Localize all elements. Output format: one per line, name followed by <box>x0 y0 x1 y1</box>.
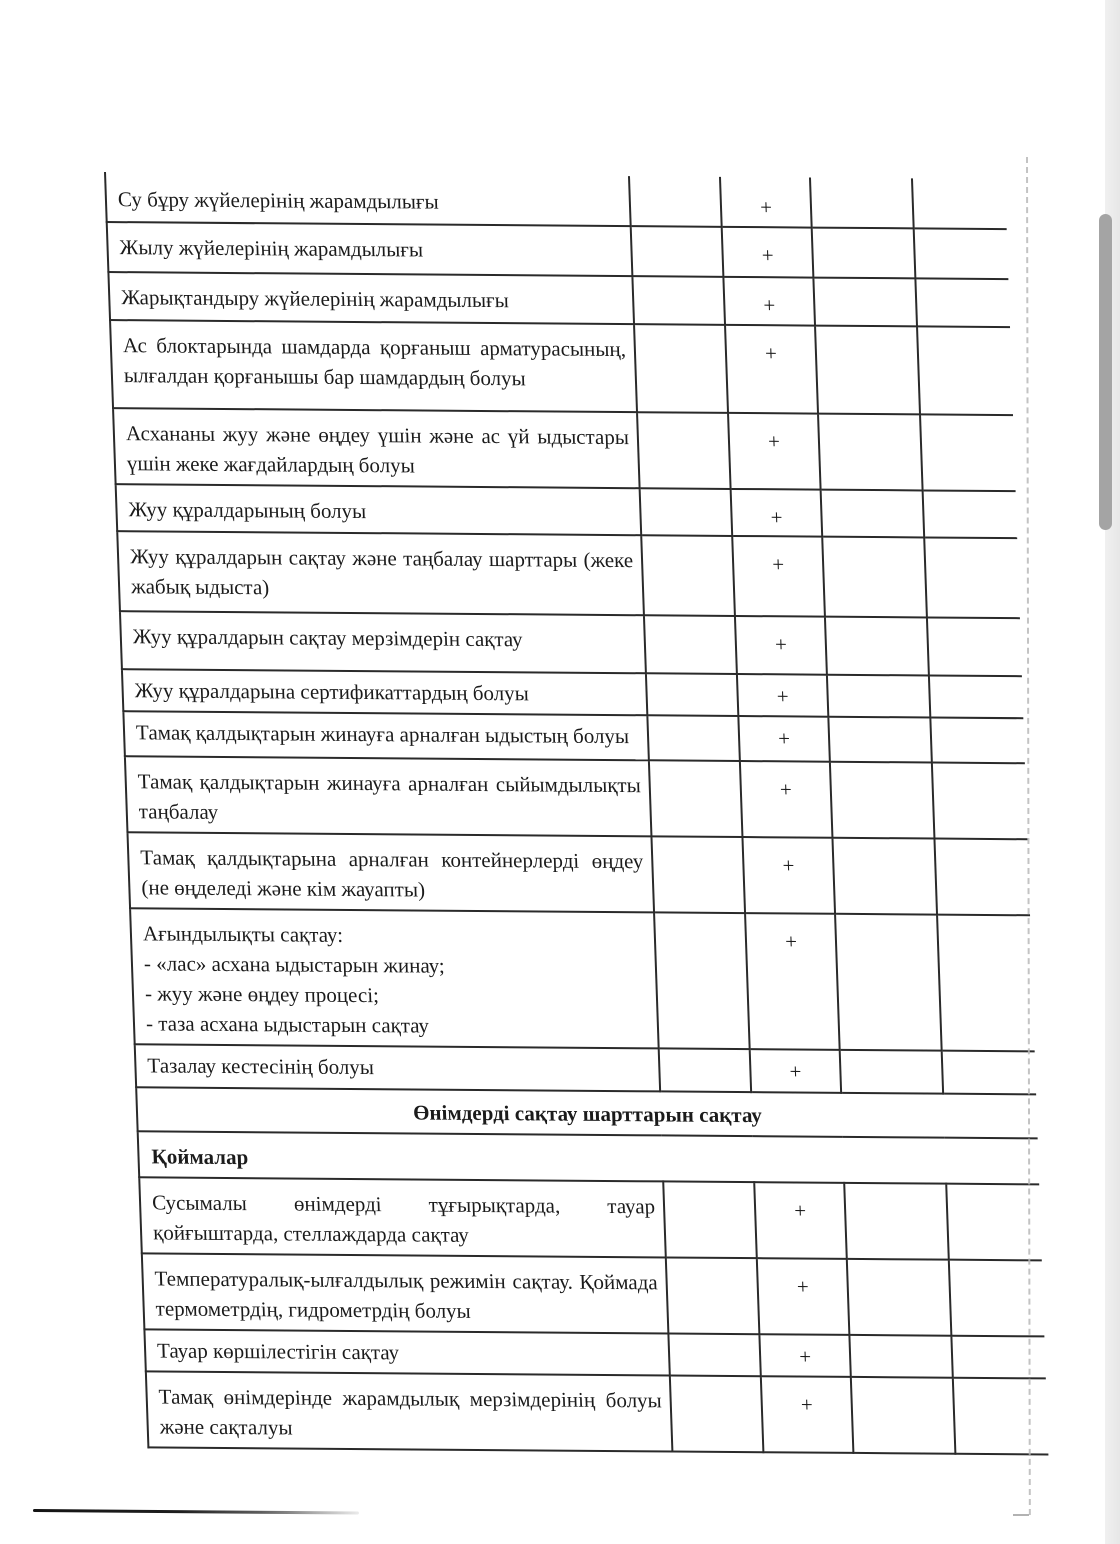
requirement-text: Жуу құралдарына сертификаттардың болуы <box>122 669 647 715</box>
empty-cell <box>830 762 935 839</box>
subsection-header: Қоймалар <box>138 1131 1040 1184</box>
empty-cell <box>629 176 722 227</box>
requirement-text: Температуралық-ылғалдылық режимін сақтау. Қоймада термометрдің, гидрометрдің болуы <box>142 1253 669 1333</box>
requirement-text: Тамақ өнімдерінде жарамдылық мерзімдерінің болуы және сақталуы <box>146 1371 673 1451</box>
compliance-mark: + <box>722 227 814 278</box>
checklist-row <box>108 272 1010 327</box>
empty-cell <box>844 1183 949 1260</box>
compliance-mark: + <box>720 177 812 228</box>
empty-cell <box>953 1378 1049 1455</box>
compliance-mark: + <box>757 1258 850 1335</box>
empty-cell <box>640 488 733 536</box>
empty-cell <box>932 763 1028 840</box>
empty-cell <box>649 760 743 837</box>
empty-cell <box>818 414 923 491</box>
empty-cell <box>644 615 737 674</box>
checklist-row <box>144 1329 1045 1378</box>
empty-cell <box>851 1377 956 1454</box>
subsection-header-row <box>138 1131 1040 1184</box>
empty-cell <box>937 915 1035 1052</box>
requirement-text: Тамақ қалдықтарына арналған контейнерлерді өңдеу (не өңделеді және кім жауапты) <box>127 832 654 912</box>
empty-cell <box>812 228 916 279</box>
empty-cell <box>840 1050 943 1094</box>
empty-cell <box>651 836 745 913</box>
empty-cell <box>920 414 1016 491</box>
empty-cell <box>849 1335 952 1378</box>
empty-cell <box>810 178 914 229</box>
requirement-text: Су бұру жүйелерінің жарамдылығы <box>105 172 631 226</box>
compliance-mark: + <box>742 837 835 914</box>
empty-cell <box>929 675 1023 718</box>
compliance-mark: + <box>735 616 827 675</box>
empty-cell <box>825 617 929 676</box>
checklist-row <box>125 756 1028 839</box>
compliance-mark: + <box>745 913 840 1050</box>
empty-cell <box>654 912 750 1049</box>
requirement-text: Асхананы жуу және өңдеу үшін және ас үй ыдыстары үшін жеке жағдайлардың болуы <box>113 408 640 488</box>
empty-cell <box>847 1259 952 1336</box>
scanned-page <box>104 172 1048 1455</box>
requirement-text: Жуу құралдарын сақтау мерзімдерін сақтау <box>120 611 646 673</box>
requirement-text: Сусымалы өнімдерді тұғырықтарда, тауар қойғыштарда, стеллаждарда сақтау <box>139 1177 666 1257</box>
requirement-text: Жылу жүйелерінің жарамдылығы <box>107 222 633 276</box>
empty-cell <box>924 537 1020 618</box>
empty-cell <box>923 490 1018 538</box>
empty-cell <box>827 675 930 718</box>
checklist-row <box>135 1044 1036 1094</box>
compliance-mark: + <box>738 716 830 762</box>
empty-cell <box>666 1257 760 1334</box>
requirement-text: Жарықтандыру жүйелерінің жарамдылығы <box>108 272 634 324</box>
checklist-row <box>116 484 1018 538</box>
compliance-mark: + <box>725 325 818 414</box>
checklist-row <box>120 611 1022 676</box>
checklist-row <box>123 711 1025 763</box>
empty-cell <box>914 228 1009 279</box>
compliance-mark: + <box>750 1049 841 1093</box>
empty-cell <box>815 326 920 415</box>
empty-cell <box>951 1336 1045 1379</box>
requirement-text: Тамақ қалдықтарын жинауға арналған ыдыстың болуы <box>123 711 649 760</box>
empty-cell <box>659 1048 751 1092</box>
checklist-row <box>139 1177 1042 1260</box>
empty-cell <box>646 673 738 716</box>
section-header-row <box>136 1087 1037 1138</box>
compliance-mark: + <box>728 413 821 490</box>
empty-cell <box>821 490 925 538</box>
empty-cell <box>822 537 927 618</box>
requirement-text: Тамақ қалдықтарын жинауға арналған сыйымдылықты таңбалау <box>125 756 652 836</box>
empty-cell <box>631 226 724 277</box>
compliance-mark: + <box>761 1376 854 1453</box>
compliance-mark: + <box>731 489 823 537</box>
empty-cell <box>930 718 1025 764</box>
requirement-text: Тазалау кестесінің болуы <box>135 1044 660 1091</box>
empty-cell <box>934 839 1030 916</box>
empty-cell <box>942 1051 1036 1095</box>
scrollbar-thumb[interactable] <box>1099 214 1112 530</box>
empty-cell <box>641 535 735 616</box>
empty-cell <box>917 326 1013 415</box>
paper-corner-line <box>1013 1514 1029 1516</box>
compliance-mark: + <box>740 761 833 838</box>
checklist-row <box>117 531 1020 618</box>
requirement-text: Ас блоктарында шамдарда қорғаныш арматурасының, ылғалдан қорғанышы бар шамдардың болуы <box>110 320 637 412</box>
empty-cell <box>915 278 1010 327</box>
checklist-row <box>122 669 1023 718</box>
section-header: Өнімдерді сақтау шарттарын сақтау <box>136 1087 1037 1138</box>
empty-cell <box>632 276 725 325</box>
checklist-row <box>146 1371 1049 1454</box>
checklist-row <box>130 908 1035 1051</box>
checklist-row <box>113 408 1016 491</box>
scan-artifact-line <box>33 1509 359 1515</box>
requirement-text: Жуу құралдарын сақтау және таңбалау шарттары (жеке жабық ыдыста) <box>117 531 644 615</box>
empty-cell <box>670 1375 764 1452</box>
compliance-mark: + <box>723 277 815 326</box>
requirement-text: Ағындылықты сақтау: - «лас» асхана ыдыстарын жинау; - жуу және өңдеу процесі; - таза асхана ыдыстарын сақтау <box>130 908 659 1048</box>
requirement-text: Жуу құралдарының болуы <box>116 484 642 535</box>
empty-cell <box>634 324 728 413</box>
empty-cell <box>647 715 740 761</box>
checklist-row <box>105 172 1007 229</box>
empty-cell <box>828 717 932 763</box>
empty-cell <box>813 278 917 327</box>
requirement-text: Тауар көршілестігін сақтау <box>144 1329 669 1375</box>
compliance-mark: + <box>732 536 825 617</box>
checklist-row <box>107 222 1009 279</box>
compliance-mark: + <box>754 1182 847 1259</box>
compliance-mark: + <box>737 674 828 717</box>
empty-cell <box>663 1181 757 1258</box>
empty-cell <box>668 1333 760 1376</box>
checklist-row <box>127 832 1030 915</box>
empty-cell <box>835 914 942 1051</box>
empty-cell <box>912 178 1007 229</box>
empty-cell <box>832 838 937 915</box>
checklist-row <box>142 1253 1045 1336</box>
checklist-row <box>110 320 1013 415</box>
inspection-checklist-table <box>104 172 1048 1455</box>
compliance-mark: + <box>759 1334 850 1377</box>
empty-cell <box>637 412 731 489</box>
empty-cell <box>927 617 1022 676</box>
